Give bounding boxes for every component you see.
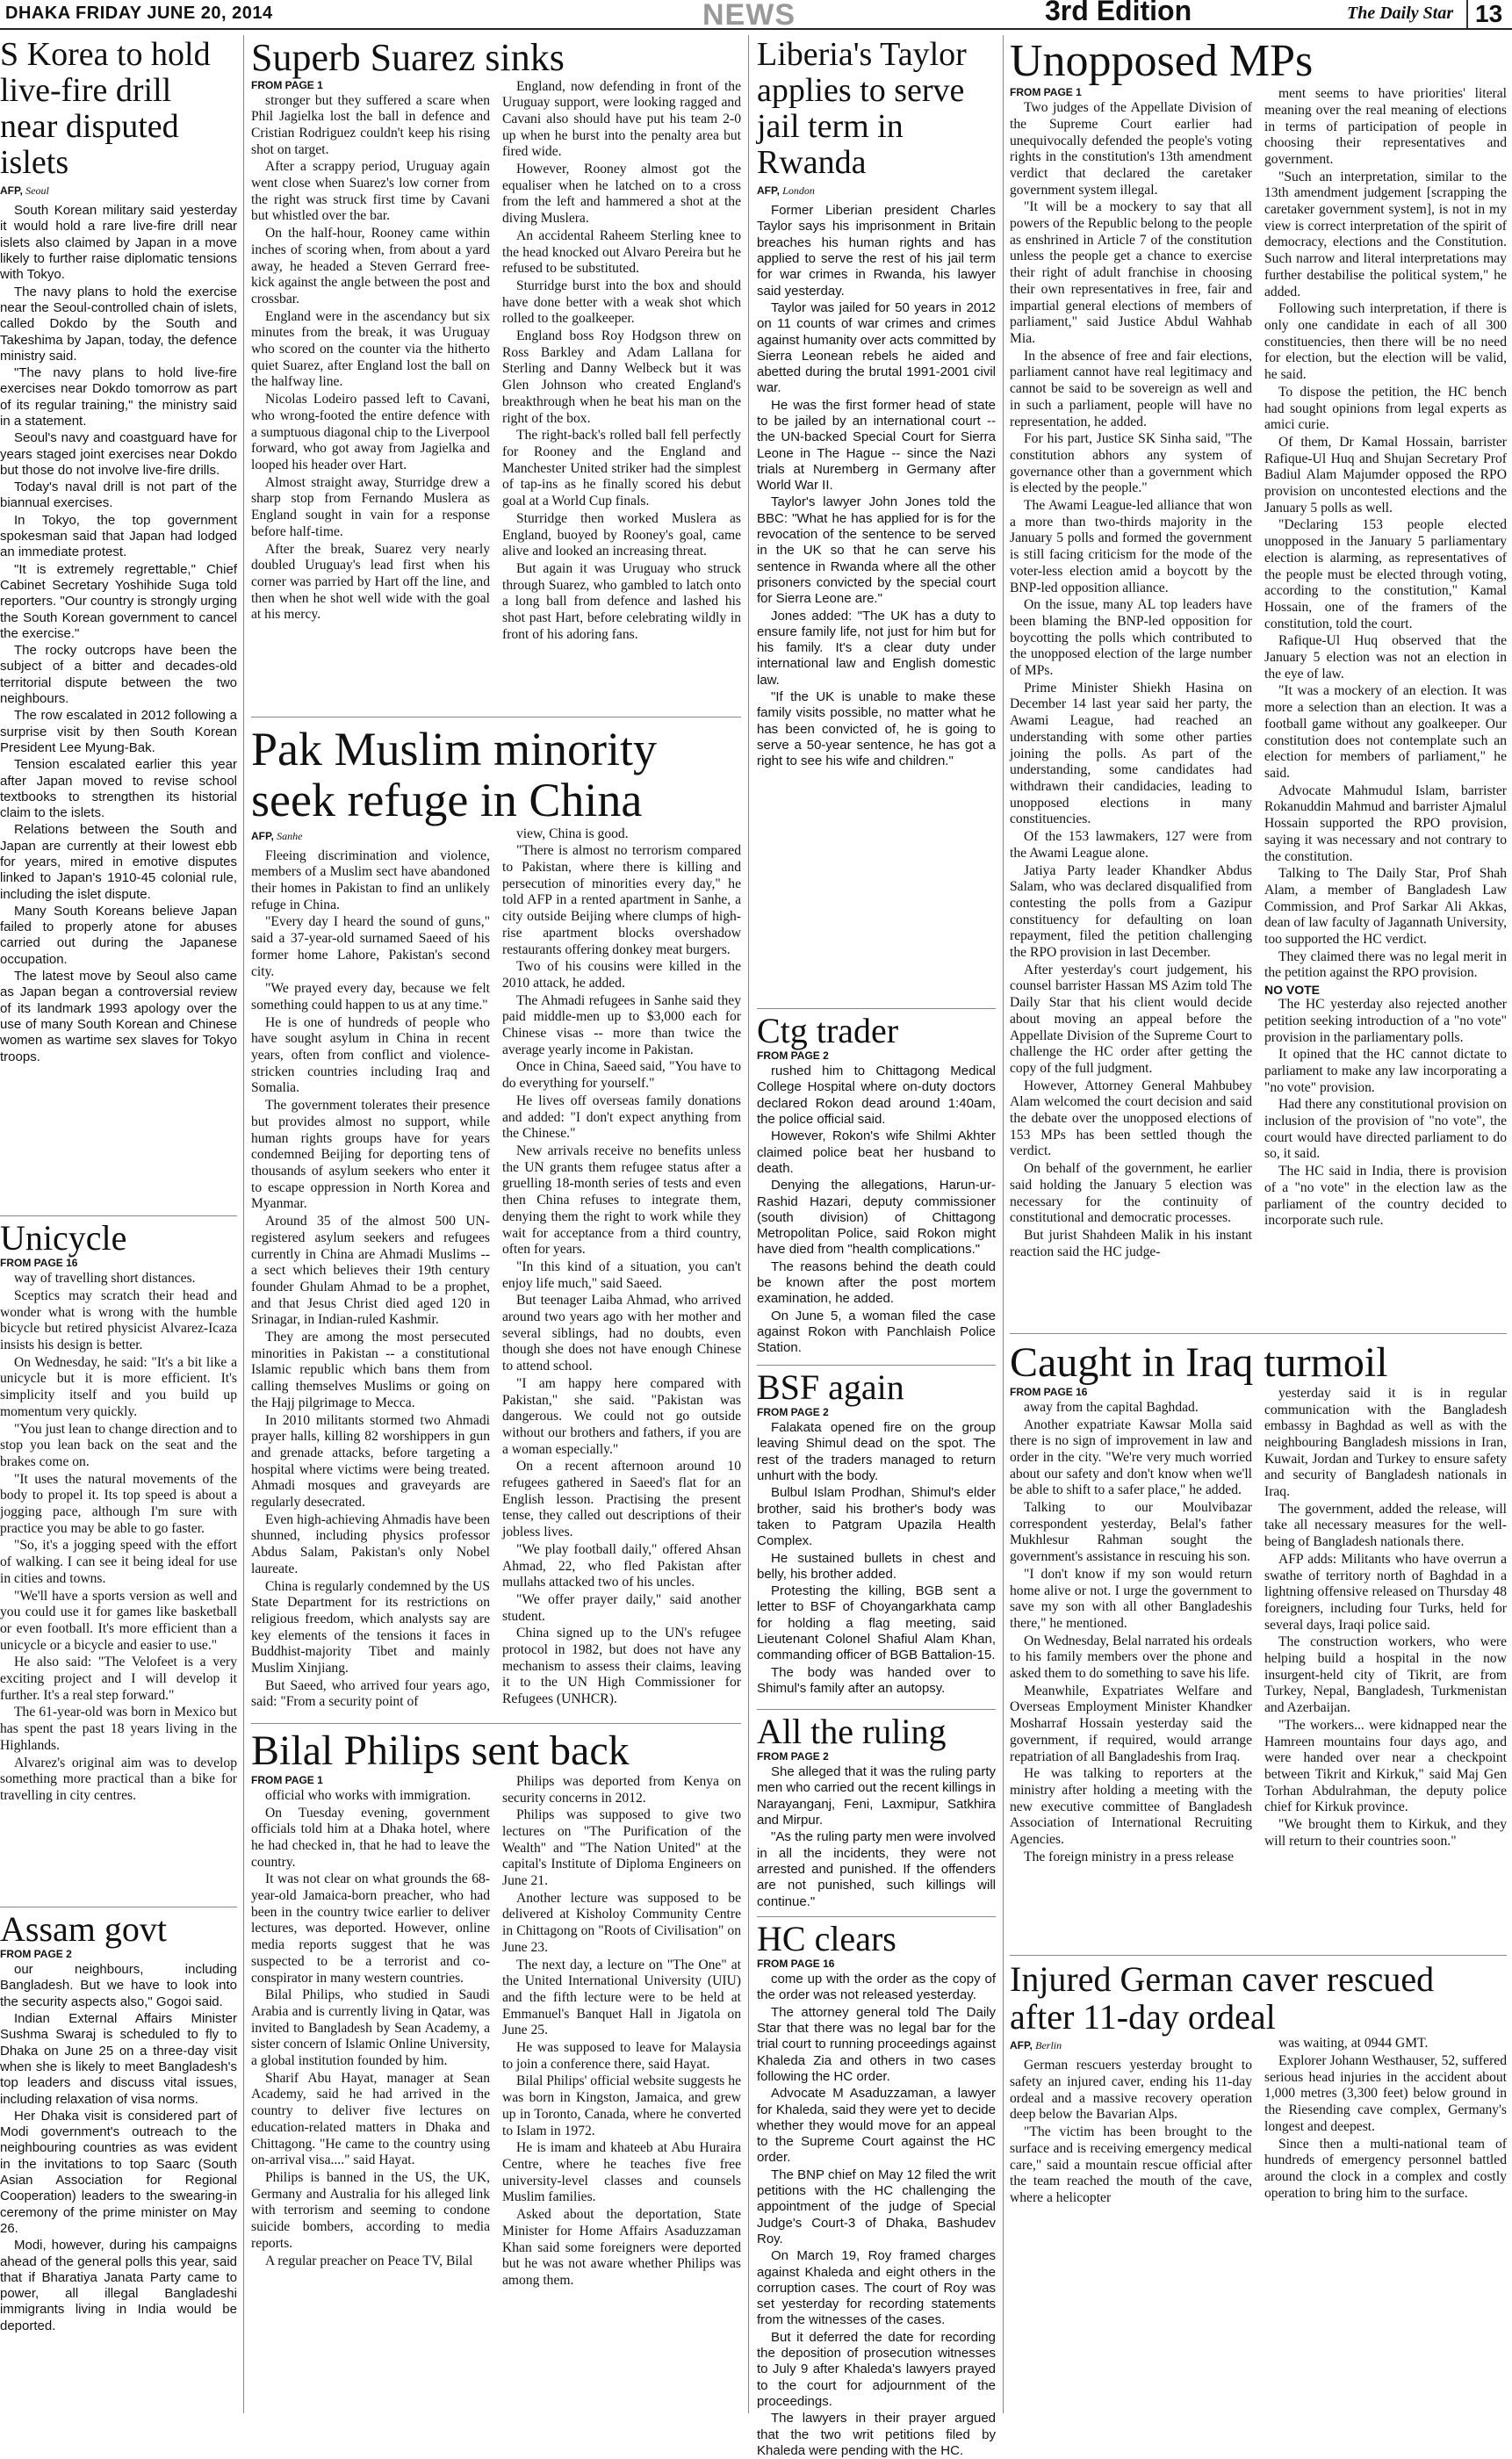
paragraph: Nicolas Lodeiro passed left to Cavani, who wrong-footed the entire defence with a sumptuous diagonal chip to the Liverpool forward, who got away from Jagielka and looped his header over Hart. — [251, 392, 490, 472]
headline: Bilal Philips sent back — [251, 1727, 630, 1774]
paragraph: "It was a mockery of an election. It was more a selection than an election. It was a football game without any goalkeeper. Our constitution does not contemplate such an election for members of parliament," he said. — [1264, 683, 1507, 781]
paragraph: They are among the most persecuted minorities in Pakistan -- a constitutional Islamic republic which bans them from calling themselves Muslims or going on the Hajj pilgrimage to Mecca. — [251, 1330, 490, 1410]
paragraph: Sceptics may scratch their head and wonder what is wrong with the humble bicycle but retired physicist Alvarez-Icaza insists his design is better. — [0, 1287, 237, 1352]
continued-from: FROM PAGE 2 — [757, 1750, 829, 1763]
story-body — [0, 1271, 237, 1805]
paragraph: England were in the ascendancy but six minutes from the break, it was Uruguay who scored on the counter via the hitherto quiet Suarez, after England lost the ball on the halfway line. — [251, 308, 490, 390]
paragraph: Sturridge then worked Muslera as England, buoyed by Rooney's goal, came alive and looked an increasing threat. — [502, 510, 741, 559]
paragraph: They claimed there was no legal merit in the petition against the RPO provision. — [1264, 948, 1507, 981]
paragraph: China signed up to the UN's refugee protocol in 1982, but does not have any mechanism to assess their claims, leaving it to the UN High Commissioner for Refugees (UNHCR). — [502, 1626, 741, 1707]
paragraph: ment seems to have priorities' literal meaning over the real meaning of elections in terms of participation of people in choosing their representatives and government. — [1264, 86, 1507, 167]
story-body-col1 — [1010, 100, 1252, 1260]
story-body-col1 — [251, 1788, 490, 2269]
paragraph: The HC said in India, there is provision of a "no vote" in the election law as the parliament of the country decided to incorporate such rule. — [1264, 1164, 1507, 1229]
paragraph: "As the ruling party men were involved in all the incidents, they were not arrested and punished. If the offenders are not punished, such killings will continue." — [757, 1829, 996, 1909]
paragraph: "We offer prayer daily," said another student. — [502, 1591, 741, 1624]
paragraph: Bilal Philips' official website suggests he was born in Kingston, Jamaica, and grew up in Toronto, Canada, where he converted to Islam in 1972. — [502, 2073, 741, 2138]
story-divider — [757, 1008, 996, 1009]
story-liberia — [757, 37, 996, 1003]
paragraph: "In this kind of a situation, you can't enjoy life much," said Saeed. — [502, 1258, 741, 1291]
headline: Unopposed MPs — [1010, 36, 1314, 86]
paragraph: An accidental Raheem Sterling knee to the head knocked out Alvaro Pereira but he refused to be substituted. — [502, 227, 741, 277]
paragraph: Of them, Dr Kamal Hossain, barrister Rafique-Ul Huq and Shujan Secretary Prof Badiul Alam Majumder opposed the RPO provision on uncontested elections and the January 5 polls as well. — [1264, 434, 1507, 516]
paragraph: The right-back's rolled ball fell perfectly for Rooney and the England and Manchester United striker had the simplest of tap-ins as he finally scored his debut goal at a World Cup finals. — [502, 428, 741, 509]
paragraph: On Tuesday evening, government officials told him at a Dhaka hotel, where he had checked in, that he had to leave the country. — [251, 1805, 490, 1870]
paragraph: "The victim has been brought to the surface and is receiving emergency medical care," said a mountain rescue official after the team reached the mouth of the cave, where a helicopter — [1010, 2124, 1252, 2205]
headline: Superb Suarez sinks — [251, 36, 565, 79]
dateline: London — [782, 184, 815, 198]
story-ctg-trader — [757, 1008, 996, 1359]
page-date: DHAKA FRIDAY JUNE 20, 2014 — [5, 4, 273, 23]
continued-from: FROM PAGE 1 — [251, 1773, 323, 1786]
paragraph: The lawyers in their prayer argued that the two writ petitions filed by Khaleda were pending with the HC. — [757, 2411, 996, 2458]
paragraph: The reasons behind the death could be known after the post mortem examination, he added. — [757, 1258, 996, 1307]
story-divider — [1010, 1333, 1507, 1334]
column-divider — [243, 35, 244, 2413]
paragraph: He is imam and khateeb at Abu Huraira Centre, where he teaches five free university-level classes and counsels Muslim families. — [502, 2140, 741, 2205]
paragraph: But teenager Laiba Ahmad, who arrived around two years ago with her mother and several siblings, had no doubts, even though she does not have enough Chinese to attend school. — [502, 1293, 741, 1374]
page-number: 13 — [1466, 0, 1502, 28]
story-body-col1 — [251, 848, 490, 1712]
paragraph: Taylor was jailed for 50 years in 2012 on 11 counts of war crimes and crimes against humanity over acts committed by Sierra Leonean rebels he aided and abetted during the brutal 1991-2001 civil war. — [757, 299, 996, 396]
section-name: NEWS — [702, 0, 796, 32]
paragraph: But it deferred the date for recording the deposition of prosecution witnesses to July 9 after Khaleda's lawyers prayed to the court for adjournment of the proceedings. — [757, 2329, 996, 2409]
continued-from: FROM PAGE 2 — [757, 1406, 829, 1419]
story-body — [0, 203, 237, 1065]
paragraph: He was supposed to leave for Malaysia to join a conference there, said Hayat. — [502, 2040, 741, 2072]
paragraph: rushed him to Chittagong Medical College Hospital where on-duty doctors declared Rokon dead around 1:40am, the police official said. — [757, 1064, 996, 1128]
paragraph: The foreign ministry in a press release — [1024, 1849, 1235, 1864]
paragraph: On the half-hour, Rooney came within inches of scoring when, from about a yard away, he headed a Steven Gerrard free-kick against the angle between the post and crossbar. — [251, 226, 490, 306]
headline: Caught in Iraq turmoil — [1010, 1339, 1388, 1386]
paragraph: "Declaring 153 people elected unopposed in the January 5 parliamentary election is alarming, as representatives of the people must be elected through voting, according to the constitution," Kamal Hossain, one of the framers of the constitution, told the court. — [1264, 517, 1507, 631]
story-body-col2 — [1264, 2036, 1507, 2202]
paragraph: On behalf of the government, he earlier said holding the January 5 election was necessary for the continuity of constitutional and democratic processes. — [1010, 1161, 1252, 1226]
paragraph: The attorney general told The Daily Star that there was no legal bar for the trial court to running proceedings against Khaleda Zia and others in two cases following the HC order. — [757, 2004, 996, 2084]
paragraph: Almost straight away, Sturridge drew a sharp stop from Fernando Muslera as England sought in vain for a response before half-time. — [251, 474, 490, 539]
paragraph: On March 19, Roy framed charges against Khaleda and eight others in the corruption cases. The court of Roy was set yesterday for recording statements from the witnesses of the cases. — [757, 2248, 996, 2328]
story-iraq — [1010, 1333, 1507, 1948]
story-body-col2 — [1264, 86, 1507, 982]
paragraph: He was talking to reporters at the ministry after holding a meeting with the new executive committee of Bangladesh Association of International Recruiting Agencies. — [1010, 1766, 1252, 1848]
paragraph: In the absence of free and fair elections, parliament cannot have real legitimacy and cannot be said to be sovereign as well and in such a parliament, people will have no representation, he added. — [1010, 348, 1252, 429]
paragraph: Talking to The Daily Star, Prof Shah Alam, a member of Bangladesh Law Commission, and Prof Sarkar Ali Akkas, dean of law faculty of Jagannath University, too supported the HC verdict. — [1264, 866, 1507, 948]
paragraph: The HC yesterday also rejected another petition seeking introduction of a "no vote" provision in the parliamentary polls. — [1264, 997, 1507, 1045]
paragraph: Meanwhile, Expatriates Welfare and Overseas Employment Minister Khandker Mosharraf Hossain yesterday said the government, if required, would arrange repatriation of all Bangladeshis from Iraq. — [1010, 1683, 1252, 1764]
continued-from: FROM PAGE 16 — [757, 1958, 835, 1971]
story-suarez — [251, 37, 741, 713]
byline — [251, 830, 490, 843]
paragraph: "It uses the natural movements of the body to propel it. Its top speed is about a jogging pace, although I'm sure with practice you may be able to go faster. — [0, 1471, 237, 1536]
story-divider — [1010, 1955, 1507, 1956]
paragraph: The Ahmadi refugees in Sanhe said they paid middle-men up to $3,000 each for Chinese visas -- more than twice the average yearly income in Pakistan. — [502, 992, 741, 1057]
story-divider — [757, 1916, 996, 1917]
agency: AFP, — [1010, 2039, 1033, 2052]
story-divider — [0, 1215, 237, 1216]
paragraph: A regular preacher on Peace TV, Bilal — [265, 2253, 473, 2268]
paragraph: Once in China, Saeed said, "You have to do everything for yourself." — [502, 1059, 741, 1092]
paragraph: The navy plans to hold the exercise near the Seoul-controlled chain of islets, called Dokdo by the South and Takeshima by Japan, today, the defence ministry said. — [0, 284, 237, 364]
story-divider — [757, 1365, 996, 1366]
paragraph: However, Rokon's wife Shilmi Akhter claimed police beat her husband to death. — [757, 1129, 996, 1176]
paragraph: He is one of hundreds of people who have sought asylum in China in recent years, often from conflict and violence-stricken countries including Iraq and Somalia. — [251, 1014, 490, 1096]
paragraph: Sharif Abu Hayat, manager at Sean Academy, said he had arrived in the country to deliver five lectures on education-related matters in Dhaka and Chittagong. "He came to the country using on-arrival visa...." said Hayat. — [251, 2070, 490, 2168]
story-bsf — [757, 1365, 996, 1704]
paragraph: yesterday said it is in regular communication with the Bangladesh embassy in Baghdad as well as with the neighbouring Bangladesh missions in Iran, Kuwait, Jordan and Turkey to ensure safety and security of Bangladesh nationals in Iraq. — [1264, 1385, 1507, 1500]
paragraph: In Tokyo, the top government spokesman said that Japan had lodged an immediate protest. — [0, 512, 237, 560]
paragraph: England boss Roy Hodgson threw on Ross Barkley and Adam Lallana for Sterling and Danny Welbeck but it was Glen Johnson who created England's breakthrough when he beat his man on the right of the box. — [502, 328, 741, 426]
story-body — [757, 1764, 996, 1910]
column-divider — [748, 35, 749, 2413]
continued-from: FROM PAGE 1 — [1010, 86, 1082, 99]
headline: Pak Muslim minority seek refuge in China — [251, 723, 658, 827]
paragraph: "We brought them to Kirkuk, and they will return to their countries soon." — [1264, 1817, 1507, 1849]
paragraph: Indian External Affairs Minister Sushma Swaraj is scheduled to fly to Dhaka on June 25 on a three-day visit when she is likely to meet Bangladesh's top leaders and discuss vital issues, including relaxation of visa norms. — [0, 2011, 237, 2107]
paragraph: He also said: "The Velofeet is a very exciting project and I will develop it further. It's a real step forward." — [0, 1655, 237, 1703]
dateline: Seoul — [25, 184, 49, 198]
story-body-col2b — [1264, 997, 1507, 1230]
paragraph: The construction workers, who were helping build a hospital in the now insurgent-held city of Tikrit, are from Turkey, Nepal, Bangladesh, Turkmenistan and Azerbaijan. — [1264, 1634, 1507, 1716]
paragraph: "We play football daily," offered Ahsan Ahmad, 22, who fled Pakistan after mullahs attacked two of his uncles. — [502, 1541, 741, 1590]
paragraph: The next day, a lecture on "The One" at the United International University (UIU) and the fifth lecture were to be held at Emmanuel's Banquet Hall in Jigatola on June 25. — [502, 1957, 741, 2038]
paragraph: She alleged that it was the ruling party men who carried out the recent killings in Narayanganj, Feni, Laxmipur, Satkhira and Mirpur. — [757, 1764, 996, 1828]
agency: AFP, — [757, 184, 780, 198]
story-body-col1 — [1010, 2058, 1252, 2206]
paragraph: The rocky outcrops have been the subject of a bitter and decades-old territorial dispute between the two neighbours. — [0, 643, 237, 707]
headline: All the ruling — [757, 1712, 947, 1751]
paragraph: On Wednesday, he said: "It's a bit like a unicycle but it is more efficient. It's simplicity itself and you build up momentum very quickly. — [0, 1354, 237, 1419]
byline — [757, 184, 996, 198]
paragraph: On the issue, many AL top leaders have been blaming the BNP-led opposition for boycotting the polls which contributed to the unopposed election of the large number of MPs. — [1010, 597, 1252, 679]
story-unicycle — [0, 1219, 237, 1904]
story-pak — [251, 717, 741, 1718]
paragraph: Tension escalated earlier this year after Japan moved to revise school textbooks to strengthen its historial claim to the islets. — [0, 757, 237, 821]
paragraph: way of travelling short distances. — [14, 1271, 196, 1287]
paragraph: In 2010 militants stormed two Ahmadi prayer halls, killing 82 worshippers in gun and grenade attacks, before targeting a hospital where victims were being treated. Ahmadi mosques and graveyards are regularly desecrated. — [251, 1412, 490, 1511]
paragraph: It opined that the HC cannot dictate to parliament to make any law incorporating a "no vote" provision. — [1264, 1047, 1507, 1095]
paragraph: Jones added: "The UK has a duty to ensure family life, not just for him but for his family. It's a clear duty under international law and English domestic law. — [757, 608, 996, 688]
agency: AFP, — [251, 829, 274, 842]
paragraph: AFP adds: Militants who have overrun a swathe of territory north of Baghdad in a lightning offensive released on Thursday 48 foreigners, including four Turks, held for several days, Iraqi police said. — [1264, 1551, 1507, 1633]
paragraph: "It is extremely regrettable," Chief Cabinet Secretary Yoshihide Suga told reporters. "Our country is strongly urging the South Korean government to cancel the exercise." — [0, 561, 237, 641]
paragraph: "So, it's a jogging speed with the effort of walking. I can see it being ideal for use in cities and towns. — [0, 1538, 237, 1586]
headline: Injured German caver rescued after 11-day ordeal — [1010, 1959, 1435, 2037]
paragraph: German rescuers yesterday brought to safety an injured caver, ending his 11-day ordeal and a massive recovery operation deep below the Bavarian Alps. — [1010, 2058, 1252, 2123]
paragraph: Advocate Mahmudul Islam, barrister Rokanuddin Mahmud and barrister Ajmalul Hossain supported the RPO provision, saying it was necessary and not contrary to the constitution. — [1264, 782, 1507, 864]
paragraph: "There is almost no terrorism compared to Pakistan, where there is killing and persecution of minorities every day," he told AFP in a rented apartment in Sanhe, a city outside Beijing where clumps of high-rise apartment blocks overshadow restaurants offering donkey meat burgers. — [502, 843, 741, 957]
story-body-col1 — [251, 93, 490, 624]
story-body — [757, 1064, 996, 1356]
paragraph: The BNP chief on May 12 filed the writ petitions with the HC challenging the appointment of the judge of Special Judge's Court-3 of Dhaka, Bashudev Roy. — [757, 2167, 996, 2246]
paragraph: To dispose the petition, the HC bench had sought opinions from legal experts as amici curie. — [1264, 384, 1507, 433]
paragraph: Philips was supposed to give two lectures on "The Purification of the Wealth" and "The Nation United" at the capital's Institute of Diploma Engineers on June 21. — [502, 1807, 741, 1889]
headline: Ctg trader — [757, 1011, 899, 1050]
paragraph: Two judges of the Appellate Division of the Supreme Court earlier had unequivocally defended the people's voting rights in the constitution's 13th amendment verdict that declared the caretaker government system illegal. — [1010, 100, 1252, 198]
headline: Unicycle — [0, 1218, 127, 1258]
paragraph: Her Dhaka visit is considered part of Modi government's outreach to the neighbouring countries as was evident in the invitations to top Saarc (South Asian Association for Regional Cooperation) leaders to the swearing-in ceremony of the prime minister on May 26. — [0, 2108, 237, 2236]
paragraph: view, China is good. — [516, 826, 629, 841]
story-body-col2 — [502, 79, 741, 644]
paragraph: Two of his cousins were killed in the 2010 attack, he added. — [502, 959, 741, 991]
paragraph: It was not clear on what grounds the 68-year-old Jamaica-born preacher, who had been in the country twice earlier to deliver lectures, was deported. However, online media reports suggest that he was suspected to be a terrorist and co-conspirator in many western countries. — [251, 1871, 490, 1986]
paragraph: Of the 153 lawmakers, 127 were from the Awami League alone. — [1010, 829, 1252, 861]
paragraph: South Korean military said yesterday it would hold a rare live-fire drill near islets also claimed by Japan in a move likely to further raise diplomatic tensions with Tokyo. — [0, 203, 237, 283]
story-caver — [1010, 1955, 1507, 2413]
paragraph: New arrivals receive no benefits unless the UN grants them refugee status after a gruelling 18-month series of tests and even then China refuses to integrate them, denying them the right to work while they wait for acceptance from a third country, often for years. — [502, 1143, 741, 1258]
paragraph: Relations between the South and Japan are currently at their lowest ebb for years, mired in emotive disputes linked to Japan's 1910-45 colonial rule, including the islet dispute. — [0, 822, 237, 902]
paragraph: Advocate M Asaduzzaman, a lawyer for Khaleda, said they were yet to decide whether they would move for an appeal to the Supreme Court against the HC order. — [757, 2086, 996, 2166]
paragraph: The government, added the release, will take all necessary measures for the well-being of Bangladesh nationals there. — [1264, 1501, 1507, 1550]
paragraph: The latest move by Seoul also came as Japan began a controversial review of its landmark 1993 apology over the use of many South Korean and Chinese women as wartime sex slaves for Tokyo troops. — [0, 969, 237, 1064]
paragraph: After yesterday's court judgement, his counsel barrister Hassan MS Azim told The Daily Star that his client would decide about moving an appeal before the Appellate Division of the Supreme Court to challenge the HC order after getting the copy of the full judgment. — [1010, 962, 1252, 1076]
column-divider — [1003, 35, 1004, 2413]
story-divider — [251, 717, 741, 718]
story-assam — [0, 1910, 237, 2413]
continued-from: FROM PAGE 16 — [1010, 1385, 1088, 1398]
paragraph: But again it was Uruguay who struck through Suarez, who gambled to latch onto a long ball from defence and lashed his shot past Hart, before celebrating wildly in front of his adoring fans. — [502, 560, 741, 642]
story-all-the-ruling — [757, 1709, 996, 1911]
continued-from: FROM PAGE 1 — [251, 78, 323, 91]
story-hc-clears — [757, 1916, 996, 2458]
paragraph: official who works with immigration. — [265, 1787, 472, 1803]
paragraph: Even high-achieving Ahmadis have been shunned, including physics professor Abdus Salam, Pakistan's only Nobel laureate. — [251, 1511, 490, 1576]
paragraph: China is regularly condemned by the US State Department for its restrictions on religious freedom, which analysts say are key elements of the tensions it faces in Buddhist-majority Tibet and mainly Muslim Xinjiang. — [251, 1578, 490, 1677]
paragraph: "You just lean to change direction and to stop you lean back on the seat and the brakes come on. — [0, 1421, 237, 1469]
paragraph: Bulbul Islam Prodhan, Shimul's elder brother, said his brother's body was taken to Patgram Upazila Health Complex. — [757, 1485, 996, 1549]
agency: AFP, — [0, 184, 23, 198]
story-korea — [0, 37, 237, 1214]
paragraph: "We prayed every day, because we felt something could happen to us at any time." — [251, 981, 490, 1013]
dateline: Sanhe — [277, 829, 303, 842]
continued-from: FROM PAGE 16 — [0, 1257, 78, 1270]
paragraph: Many South Koreans believe Japan failed to properly atone for abuses carried out during the Japanese occupation. — [0, 903, 237, 967]
paragraph: Denying the allegations, Harun-ur-Rashid Hazari, deputy commissioner (south division) of Chittagong Metropolitan Police, said Rokon might have died from "health complications." — [757, 1178, 996, 1258]
story-body — [0, 1962, 237, 2334]
paragraph: The Awami League-led alliance that won a more than two-thirds majority in the January 5 polls and formed the government is still facing criticism for the mode of the voter-less election amid a boycott by the BNP-led opposition alliance. — [1010, 498, 1252, 595]
story-body — [757, 203, 996, 769]
story-body — [757, 1972, 996, 2459]
paragraph: But jurist Shahdeen Malik in his instant reaction said the HC judge- — [1010, 1227, 1252, 1259]
story-body — [757, 1420, 996, 1697]
paragraph: "Such an interpretation, similar to the 13th amendment judgement [scrapping the caretaker government system], is not in my view is correct interpretation of the spirit of democracy, elections and the Constitution. Such narrow and literal interpretations may further destabilise the political system," he added. — [1264, 169, 1507, 299]
paragraph: On Wednesday, Belal narrated his ordeals to his family members over the phone and asked them to do something to save his life. — [1010, 1633, 1252, 1682]
paragraph: After a scrappy period, Uruguay again went close when Suarez's low corner from the right was struck first time by Cavani but whistled over the bar. — [251, 159, 490, 224]
paragraph: Talking to our Moulvibazar correspondent yesterday, Belal's father Mukhlesur Rahman sought the government's assistance in rescuing his son. — [1010, 1500, 1252, 1565]
edition-label: 3rd Edition — [1045, 0, 1192, 26]
paragraph: Bilal Philips, who studied in Saudi Arabia and is currently living in Qatar, was invited to Bangladesh by Sean Academy, a sister concern of Islamic Online University, a global institution founded by him. — [251, 1987, 490, 2069]
paragraph: was waiting, at 0944 GMT. — [1278, 2036, 1429, 2052]
paragraph: Explorer Johann Westhauser, 52, suffered serious head injuries in the accident about 1,000 metres (3,300 feet) below ground in the Riesending cave complex, Germany's longest and deepest. — [1264, 2053, 1507, 2134]
paragraph: Rafique-Ul Huq observed that the January 5 election was not an election in the eye of law. — [1264, 633, 1507, 681]
paragraph: Philips was deported from Kenya on security concerns in 2012. — [502, 1773, 741, 1806]
paragraph: Philips is banned in the US, the UK, Germany and Australia for his alleged link with terrorism and seeming to condone suicide bombers, according to media reports. — [251, 2170, 490, 2251]
paragraph: Modi, however, during his campaigns ahead of the general polls this year, said that if Bharatiya Janata Party came to power, all illegal Bangladeshi immigrants living in India would be deported. — [0, 2238, 237, 2333]
paragraph: stronger but they suffered a scare when Phil Jagielka lost the ball in defence and Cristian Rodriguez couldn't keep his rising shot on target. — [251, 92, 490, 157]
paragraph: He lives off overseas family donations and added: "I don't expect anything from the Chinese." — [502, 1092, 741, 1142]
masthead-logo: The Daily Star — [1347, 4, 1454, 23]
paragraph: However, Rooney almost got the equaliser when he latched on to a cross from the left and hammered a shot at the diving Muslera. — [502, 162, 741, 227]
headline: Assam govt — [0, 1909, 167, 1949]
paragraph: Fleeing discrimination and violence, members of a Muslim sect have abandoned their homes in Pakistan to find an unlikely refuge in China. — [251, 847, 490, 912]
paragraph: He was the first former head of state to be jailed by an international court -- the UN-backed Special Court for Sierra Leone in The Hague -- since the Nazi trials at Nuremberg in Germany after World War II. — [757, 397, 996, 494]
paragraph: The row escalated in 2012 following a surprise visit by then South Korean President Lee Myung-Bak. — [0, 708, 237, 755]
paragraph: On a recent afternoon around 10 refugees gathered in Saeed's flat for an English lesson. Practising the present tense, they called out descriptions of their jobless lives. — [502, 1459, 741, 1540]
paragraph: "I don't know if my son would return home alive or not. I urge the government to save my son with all other Bangladeshis there," he mentioned. — [1010, 1566, 1252, 1631]
paragraph: "If the UK is unable to make these family visits possible, no matter what he has been convicted of, he is going to serve a 50-year sentence, he has got a right to see his wife and children." — [757, 689, 996, 769]
paragraph: England, now defending in front of the Uruguay support, were looking ragged and Cavani also should have put his team 2-0 up when he burst into the penalty area but fired wide. — [502, 78, 741, 160]
dateline: Berlin — [1035, 2039, 1062, 2052]
paragraph: come up with the order as the copy of the order was not released yesterday. — [757, 1972, 996, 2003]
story-body-col2 — [1264, 1386, 1507, 1850]
headline: HC clears — [757, 1919, 896, 1958]
paragraph: Asked about the deportation, State Minister for Home Affairs Asaduzzaman Khan said some foreigners were deported but he was not aware whether Philips was among them. — [502, 2207, 741, 2288]
paragraph: Had there any constitutional provision on inclusion of the provision of "no vote", the court would have directed parliament to do so, it said. — [1264, 1097, 1507, 1162]
paragraph: Falakata opened fire on the group leaving Shimul dead on the spot. The rest of the traders managed to return unhurt with the body. — [757, 1420, 996, 1484]
headline: BSF again — [757, 1367, 904, 1407]
story-body-col1 — [1010, 1400, 1252, 1866]
byline — [0, 184, 237, 198]
paragraph: Former Liberian president Charles Taylor says his imprisonment in Britain breaches his human rights and has applied to serve the rest of his jail term for war crimes in Rwanda, his lawyer said yesterday. — [757, 203, 996, 299]
paragraph: But Saeed, who arrived four years ago, said: "From a security point of — [251, 1677, 490, 1710]
paragraph: "It will be a mockery to say that all powers of the Republic belong to the people as enshrined in Article 7 of the constitution unless the people get a chance to exercise their right of adult franchise in choosing their own representatives in free, fair and impartial general elections of members of parliament," said Justice Abdul Wahhab Mia. — [1010, 199, 1252, 346]
paragraph: our neighbours, including Bangladesh. But we have to look into the security aspects also," Gogoi said. — [0, 1962, 237, 2009]
headline: S Korea to hold live-fire drill near disputed islets — [0, 36, 211, 182]
story-divider — [251, 1723, 741, 1724]
paragraph: "The navy plans to hold live-fire exercises near Dokdo tomorrow as part of its regular training," the ministry said in a statement. — [0, 365, 237, 429]
paragraph: Sturridge burst into the box and should have done better with a weak shot which rolled to the goalkeeper. — [502, 278, 741, 327]
headline: Liberia's Taylor applies to serve jail term in Rwanda — [757, 36, 967, 182]
byline — [1010, 2039, 1252, 2052]
paragraph: Another lecture was supposed to be delivered at Kisholoy Community Centre in Chittagong on "Roots of Civilisation" on June 23. — [502, 1890, 741, 1955]
paragraph: The body was handed over to Shimul's family after an autopsy. — [757, 1664, 996, 1696]
paragraph: Taylor's lawyer John Jones told the BBC: "What he has applied for is for the revocation of the sentence to be served in the UK so that he can serve his sentence in Rwanda where all the other prisoners convicted by the special court for Sierra Leone are." — [757, 494, 996, 607]
page-header — [0, 0, 1512, 30]
paragraph: "We'll have a sports version as well and you could use it for games like basketball or even football. It's more efficient than a unicycle or a bicycle and easier to use." — [0, 1588, 237, 1653]
story-unopposed-mps — [1010, 37, 1507, 1328]
paragraph: The government tolerates their presence but provides almost no support, while human rights groups have for years condemned Beijing for deporting tens of thousands of asylum seekers who enter it to escape oppression in North Korea and Myanmar. — [251, 1098, 490, 1212]
paragraph: On June 5, a woman filed the case against Rokon with Panchlaish Police Station. — [757, 1308, 996, 1356]
paragraph: Since then a multi-national team of hundreds of emergency personnel battled around the clock in a complex and costly operation to bring him to the surface. — [1264, 2136, 1507, 2201]
paragraph: However, Attorney General Mahbubey Alam welcomed the court decision and said the debate over the unopposed elections of 153 MPs has been settled though the verdict. — [1010, 1078, 1252, 1159]
paragraph: Today's naval drill is not part of the biannual exercises. — [0, 480, 237, 511]
paragraph: Jatiya Party leader Khandker Abdus Salam, who was declared disqualified from contesting the polls from a Gazipur constituency for defaulting on loan repayment, filed the petition challenging the RPO provision in last December. — [1010, 862, 1252, 961]
paragraph: "I am happy here compared with Pakistan," she said. "Pakistan was dangerous. We could not go outside without our brothers and fathers, if you are a woman especially." — [502, 1375, 741, 1457]
continued-from: FROM PAGE 2 — [0, 1948, 72, 1961]
paragraph: The 61-year-old was born in Mexico but has spent the past 18 years living in the Highlands. — [0, 1705, 237, 1753]
paragraph: Another expatriate Kawsar Molla said there is no sign of improvement in law and order in the city. "We're very much worried about our safety and don't know when we'll be able to shift to a safer place," he added. — [1010, 1417, 1252, 1498]
paragraph: For his part, Justice SK Sinha said, "The constitution abhors any system of governance other than a government which is elected by the people." — [1010, 431, 1252, 496]
paragraph: After the break, Suarez very nearly doubled Uruguay's lead first when his corner was parried by Hart off the line, and then when he shot well wide with the goal at his mercy. — [251, 541, 490, 623]
story-bilal — [251, 1723, 741, 2413]
paragraph: Alvarez's original aim was to develop something more practical than a bike for travelling in city centres. — [0, 1755, 237, 1803]
paragraph: Around 35 of the almost 500 UN-registered asylum seekers and refugees currently in China are Ahmadi Muslims -- a sect which believes their 19th century founder Ghulam Ahmad to be a prophet, and that Jesus Christ died aged 120 in Srinagar, in Indian-ruled Kashmir. — [251, 1214, 490, 1328]
story-divider — [757, 1709, 996, 1710]
paragraph: Prime Minister Shiekh Hasina on December 14 last year said her party, the Awami League, had reached an understanding with some other parties joining the polls. As part of the understanding, some candidates had withdrawn their candidacies, leading to unopposed elections in many constituencies. — [1010, 680, 1252, 827]
story-body-col2 — [502, 1774, 741, 2290]
paragraph: "The workers... were kidnapped near the Hamreen mountains four days ago, and were handed over near a checkpoint between Tikrit and Kirkuk," said Maj Gen Torhan Abdulrahman, the deputy police chief for Kirkuk province. — [1264, 1717, 1507, 1815]
paragraph: "Every day I heard the sound of guns," said a 37-year-old surnamed Saeed of his former home Lahore, Pakistan's second city. — [251, 914, 490, 979]
continued-from: FROM PAGE 2 — [757, 1049, 829, 1063]
paragraph: He sustained bullets in chest and belly, his brother added. — [757, 1550, 996, 1582]
paragraph: away from the capital Baghdad. — [1024, 1399, 1199, 1415]
paragraph: Following such interpretation, if there is only one candidate in each of all 300 constituencies, then there will be no need for election, but the election will be valid, he said. — [1264, 301, 1507, 383]
paragraph: Protesting the killing, BGB sent a letter to BSF of Choyangarkhata camp for holding a flag meeting, said Lieutenant Colonel Shafiul Alam Khan, commanding officer of BGB Battalion-15. — [757, 1583, 996, 1663]
subheading-no-vote: NO VOTE — [1264, 983, 1321, 998]
story-body-col2 — [502, 826, 741, 1708]
paragraph: Seoul's navy and coastguard have for years staged joint exercises near Dokdo but those do not involve live-fire drills. — [0, 430, 237, 478]
